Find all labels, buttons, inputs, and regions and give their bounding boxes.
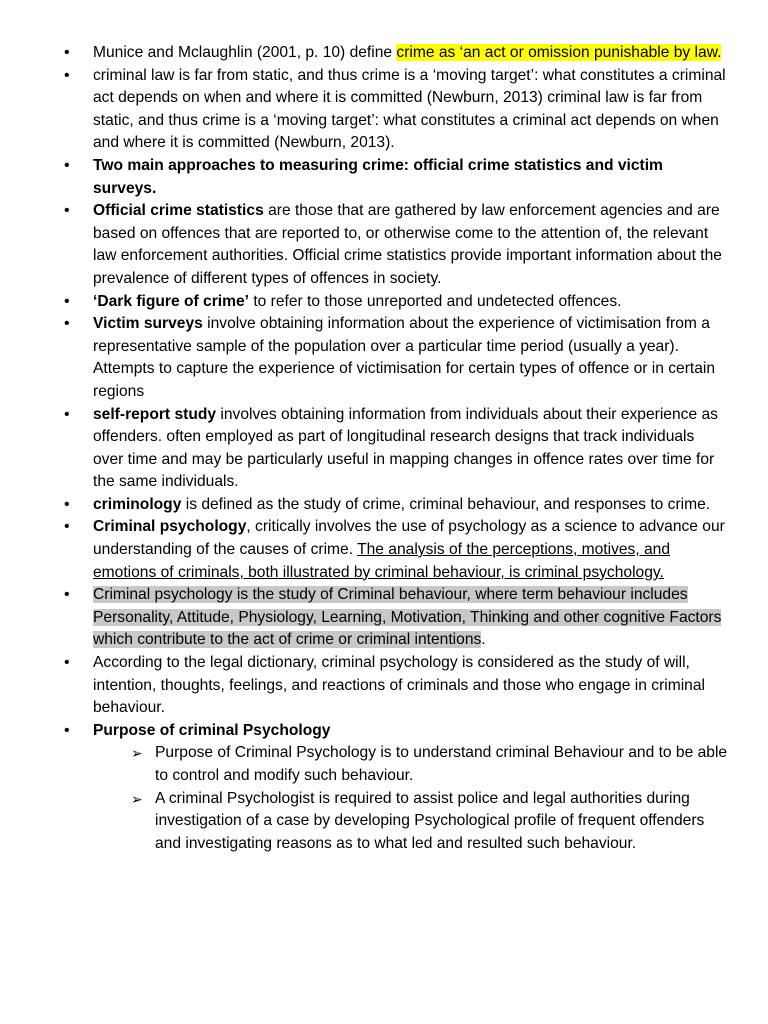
arrow-bullet-icon: ➢ (131, 745, 143, 762)
bullet-icon: • (64, 315, 70, 333)
list-item (0, 313, 728, 403)
item-text: , critically involves the use of psychology as a science to advance our understanding of the causes of crime. (93, 518, 725, 559)
gray-highlighted-text: Criminal psychology is the study of Criminal behaviour, where term behaviour includes Personality, Attitude, Physiology, Learning, Motivation, Thinking and other cognitive Factors which contribute to the act of crime or criminal intentions (93, 586, 722, 649)
bullet-icon: • (64, 292, 70, 310)
item-text: involve obtaining information about the experience of victimisation from a representative sample of the population over a particular time period (usually a year). Attempts to capture the experience of victimisation for certain types of offence or in certain regions (93, 315, 716, 400)
item-text: is defined as the study of crime, criminal behaviour, and responses to crime. (181, 495, 711, 513)
bullet-icon: • (64, 405, 70, 423)
list-item (0, 720, 728, 856)
list-item (0, 65, 728, 155)
bold-term: Victim surveys (93, 315, 203, 333)
list-item (0, 155, 728, 200)
bullet-icon: • (64, 721, 70, 739)
bold-term: self-report study (93, 405, 217, 423)
list-item (0, 404, 728, 494)
section-heading: Purpose of criminal Psychology (93, 721, 331, 739)
item-text: Munice and Mclaughlin (2001, p. 10) define (93, 44, 397, 61)
bullet-list (0, 42, 728, 855)
bullet-icon: • (64, 66, 70, 84)
list-item (0, 516, 728, 584)
bullet-icon: • (64, 654, 70, 672)
list-item (0, 494, 728, 517)
arrow-bullet-icon: ➢ (131, 790, 143, 807)
sub-list-item (93, 742, 728, 787)
list-item (0, 42, 728, 65)
bold-term: ‘Dark figure of crime’ (93, 292, 249, 310)
bold-text: Two main approaches to measuring crime: official crime statistics and victim surveys. (93, 156, 663, 197)
highlighted-text: crime as ‘an act or omission punishable by law. (396, 44, 722, 61)
item-text: According to the legal dictionary, criminal psychology is considered as the study of will, intention, thoughts, feelings, and reactions of criminals and those who engage in criminal behaviour. (93, 654, 705, 717)
bold-term: criminology (93, 495, 182, 513)
underlined-text: The analysis of the perceptions, motives, and emotions of criminals, both illustrated by criminal behaviour, is criminal psychology. (93, 541, 671, 581)
list-item (0, 584, 728, 652)
item-text: are those that are gathered by law enforcement agencies and are based on offences that are reported to, or otherwise come to the attention of, the relevant law enforcement authorities. Official crime statistics provide important information about the prevalence of different types of offences in society. (93, 202, 722, 287)
bold-term: Official crime statistics (93, 202, 264, 220)
list-item (0, 291, 728, 314)
bold-term: Criminal psychology (93, 518, 247, 536)
sub-item-text: A criminal Psychologist is required to assist police and legal authorities during investigation of a case by developing Psychological profile of frequent offenders and investigating reasons as to what led and resulted such behaviour. (155, 789, 705, 852)
bullet-icon: • (64, 202, 70, 220)
sub-list (93, 742, 728, 855)
item-text: criminal law is far from static, and thus crime is a ‘moving target’: what constitutes a criminal act depends on when and where it is committed (Newburn, 2013) criminal law is far from static, and thus crime is a ‘moving target’: what constitutes a criminal act depends on when and where it is committed (Newburn, 2013). (93, 66, 726, 152)
bullet-icon: • (64, 586, 70, 604)
item-text: . (481, 631, 486, 649)
bullet-icon: • (64, 156, 70, 174)
item-text: involves obtaining information from individuals about their experience as offenders. often employed as part of longitudinal research designs that track individuals over time and may be particularly useful in mapping changes in offence rates over time for the same individuals. (93, 405, 718, 491)
item-text: to refer to those unreported and undetected offences. (248, 292, 622, 310)
list-item (0, 652, 728, 720)
list-item (0, 200, 728, 290)
bullet-icon: • (64, 518, 70, 536)
sub-list-item (93, 788, 728, 856)
bullet-icon: • (64, 495, 70, 513)
bullet-icon: • (64, 44, 70, 61)
sub-item-text: Purpose of Criminal Psychology is to understand criminal Behaviour and to be able to control and modify such behaviour. (155, 744, 728, 784)
